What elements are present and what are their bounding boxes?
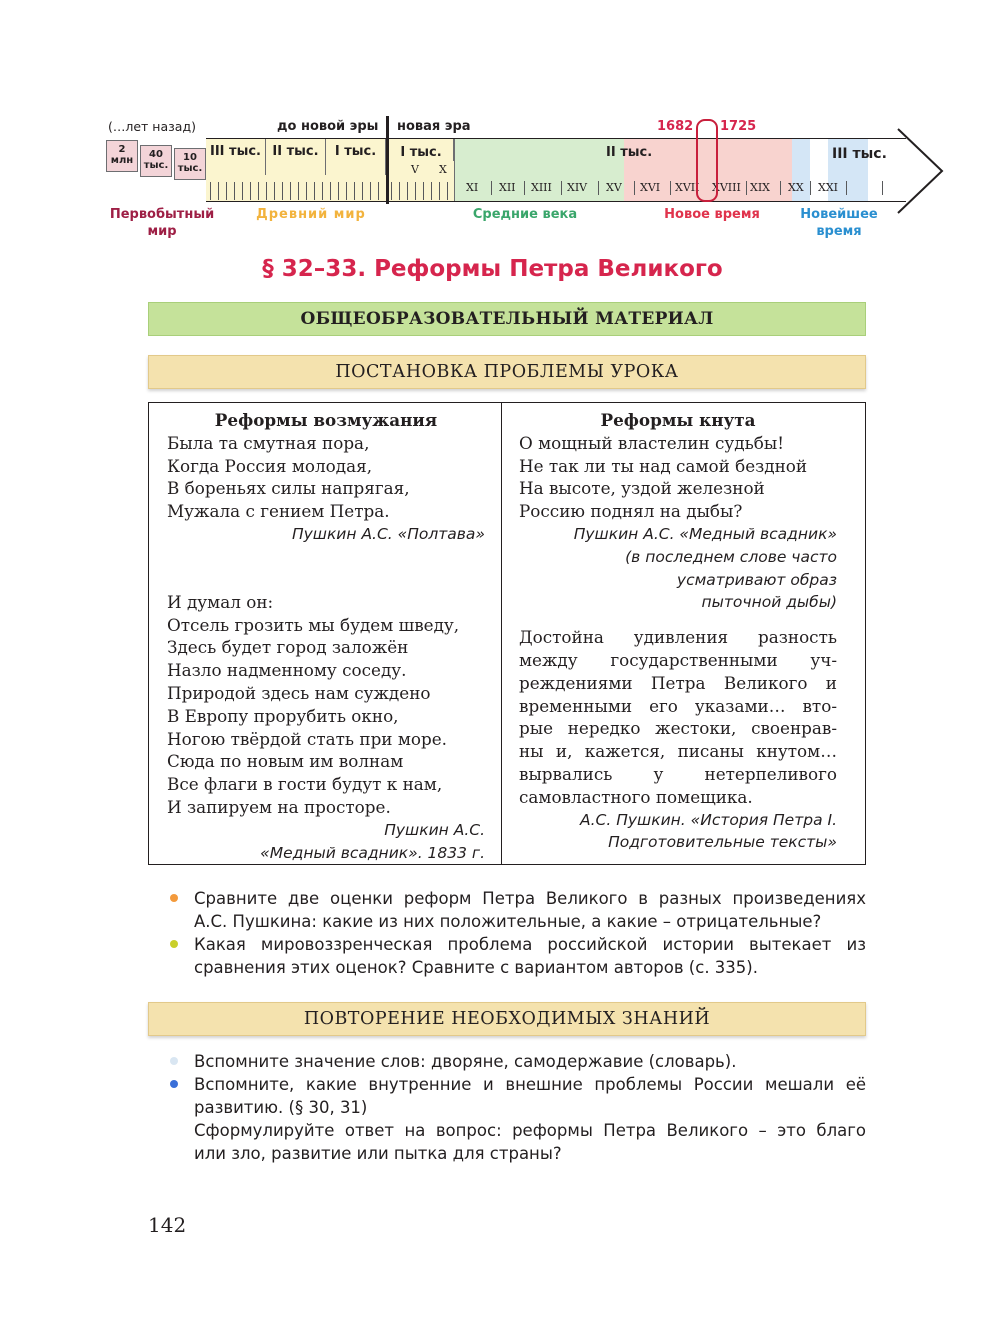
prose-line: временными его указами… вто-: [519, 695, 837, 716]
century-divider: [780, 181, 781, 195]
prehistoric-label: 2 млн: [110, 144, 134, 166]
poem-line: Сюда по новым им волнам: [167, 751, 404, 772]
prehistoric-box: [174, 148, 206, 180]
century-divider: [598, 181, 599, 195]
era-label: Древний мир: [256, 207, 366, 222]
poem-line: Мужала с гением Петра.: [167, 501, 390, 522]
century-divider: [634, 181, 635, 195]
poem-line: Природой здесь нам суждено: [167, 682, 431, 703]
century-label: V: [411, 163, 419, 176]
poem-line: Отсель грозить мы будем шведу,: [167, 614, 460, 635]
millennium-box: [389, 139, 454, 161]
poem-line: О мощный властелин судьбы!: [519, 432, 784, 453]
century-label: XVIII: [712, 181, 741, 194]
century-label: XII: [499, 181, 516, 194]
source-citation: усматривают образ: [676, 570, 837, 589]
year-end-label: 1725: [720, 119, 757, 134]
bullet-icon: [170, 1080, 178, 1088]
source-citation: А.С. Пушкин. «История Петра I.: [580, 810, 837, 829]
century-divider: [491, 181, 492, 195]
poem-line: Была та смутная пора,: [167, 432, 370, 453]
poem-line: Все флаги в гости будут к нам,: [167, 774, 443, 795]
repeat-item: [194, 1050, 866, 1073]
right-column: [519, 409, 837, 854]
source-citation: Пушкин А.С. «Медный всадник»: [573, 524, 837, 543]
bullet-icon: [170, 1057, 178, 1065]
source-citation: пыточной дыбы): [701, 593, 837, 612]
column-heading: Реформы возмужания: [214, 410, 438, 430]
century-label: XIX: [750, 181, 771, 194]
prose-line: вырвались у нетерпеливого: [519, 763, 837, 784]
era-label: Первобытный мир: [109, 207, 215, 239]
source-citation: Пушкин А.С. «Полтава»: [291, 524, 485, 543]
column-divider: [501, 403, 502, 864]
tick-marks: [210, 182, 386, 200]
millennium-label: I тыс.: [334, 144, 377, 159]
poem-line: Назло надменному соседу.: [167, 660, 407, 681]
question-line: Какая мировоззренческая проблема российской истории вытекает из: [194, 935, 866, 954]
millennium-box: [266, 139, 326, 175]
source-citation: «Медный всадник». 1833 г.: [260, 843, 485, 862]
left-column: [167, 409, 485, 864]
millennium-label: I тыс.: [400, 145, 442, 160]
poem-line: Не так ли ты над самой бездной: [519, 455, 808, 476]
millennium-box: [326, 139, 386, 175]
page-title: § 32–33. Реформы Петра Великого: [262, 256, 723, 282]
century-divider: [670, 181, 671, 195]
poem-line: И запируем на просторе.: [167, 796, 391, 817]
century-divider: [561, 181, 562, 195]
poem-line: Россию поднял на дыбы?: [519, 501, 743, 522]
repeat-line: Сформулируйте ответ на вопрос: реформы Петра Великого – это благо: [194, 1121, 866, 1140]
source-citation: Подготовительные тексты»: [608, 833, 837, 852]
century-label: XV: [606, 181, 622, 194]
era-label: Средние века: [472, 207, 578, 222]
century-divider: [810, 181, 811, 195]
century-label: XVI: [640, 181, 661, 194]
poem-line: И думал он:: [167, 591, 274, 612]
century-label: XIII: [531, 181, 552, 194]
prehistoric-label: 40 тыс.: [143, 149, 169, 171]
source-citation: Пушкин А.С.: [384, 820, 485, 839]
repeat-line: Вспомните значение слов: дворяне, самодержавие (словарь).: [194, 1052, 737, 1071]
column-heading: Реформы кнута: [600, 410, 756, 430]
question-line: сравнения этих оценок? Сравните с вариантом авторов (с. 335).: [194, 958, 758, 977]
prehistoric-label: 10 тыс.: [177, 152, 203, 174]
millennium-label: II тыс.: [272, 144, 319, 159]
ad-label: новая эра: [397, 119, 471, 134]
years-ago-label: (…лет назад): [108, 119, 196, 134]
question-item: [194, 887, 866, 933]
period-highlight: [696, 119, 718, 202]
comparison-table: [148, 402, 866, 865]
poem-line: Когда Россия молодая,: [167, 455, 373, 476]
repeat-item: [194, 1073, 866, 1165]
prose-line: между государственными уч-: [519, 649, 837, 670]
section-band-repeat: ПОВТОРЕНИЕ НЕОБХОДИМЫХ ЗНАНИЙ: [148, 1002, 866, 1036]
repeat-line: развитию. (§ 30, 31): [194, 1098, 368, 1117]
century-divider: [524, 181, 525, 195]
prose-line: самовластного помещика.: [519, 786, 753, 807]
century-divider: [846, 181, 847, 195]
poem-line: В Европу прорубить окно,: [167, 705, 399, 726]
question-line: А.С. Пушкина: какие из них положительные, а какие – отрицательные?: [194, 912, 822, 931]
era-label: Новейшее время: [800, 207, 878, 239]
millennium-label: III тыс.: [210, 144, 261, 159]
millennium-divider: [454, 139, 455, 201]
century-label: XXI: [818, 181, 839, 194]
century-label: XVII: [675, 181, 700, 194]
bullet-icon: [170, 940, 178, 948]
question-line: Сравните две оценки реформ Петра Великого в разных произведениях: [194, 889, 866, 908]
prose-line: рые нередко жестоки, своенрав-: [519, 718, 837, 739]
page-number: 142: [148, 1213, 187, 1237]
repeat-line: Вспомните, какие внутренние и внешние проблемы России мешали её: [194, 1075, 866, 1094]
century-label: XI: [466, 181, 479, 194]
era-label: Новое время: [664, 207, 760, 222]
century-divider: [746, 181, 747, 195]
tick-marks: [391, 182, 453, 200]
century-label: XX: [788, 181, 804, 194]
poem-line: Здесь будет город заложён: [167, 637, 409, 658]
year-start-label: 1682: [657, 119, 694, 134]
millennium-label: II тыс.: [606, 145, 653, 160]
prose-line: Достойна удивления разность: [519, 627, 837, 648]
arrow-head-icon: [880, 125, 948, 217]
poem-line: Ногою твёрдой стать при море.: [167, 728, 447, 749]
millennium-box: [206, 139, 266, 175]
prose-line: ны и, кажется, писаны кнутом…: [519, 741, 837, 762]
prehistoric-box: [106, 140, 138, 172]
century-label: XIV: [567, 181, 588, 194]
section-band-problem: ПОСТАНОВКА ПРОБЛЕМЫ УРОКА: [148, 355, 866, 389]
bc-label: до новой эры: [277, 119, 379, 134]
century-label: X: [439, 163, 447, 176]
question-item: [194, 933, 866, 979]
prose-line: реждениями Петра Великого и: [519, 672, 837, 693]
source-citation: (в последнем слове часто: [625, 547, 837, 566]
repeat-line: или зло, развитие или пытка для страны?: [194, 1144, 562, 1163]
poem-line: На высоте, уздой железной: [519, 478, 765, 499]
millennium-label: III тыс.: [832, 146, 887, 162]
poem-line: В бореньях силы напрягая,: [167, 478, 410, 499]
bullet-icon: [170, 894, 178, 902]
prehistoric-box: [140, 145, 172, 177]
section-band-general: ОБЩЕОБРАЗОВАТЕЛЬНЫЙ МАТЕРИАЛ: [148, 302, 866, 336]
